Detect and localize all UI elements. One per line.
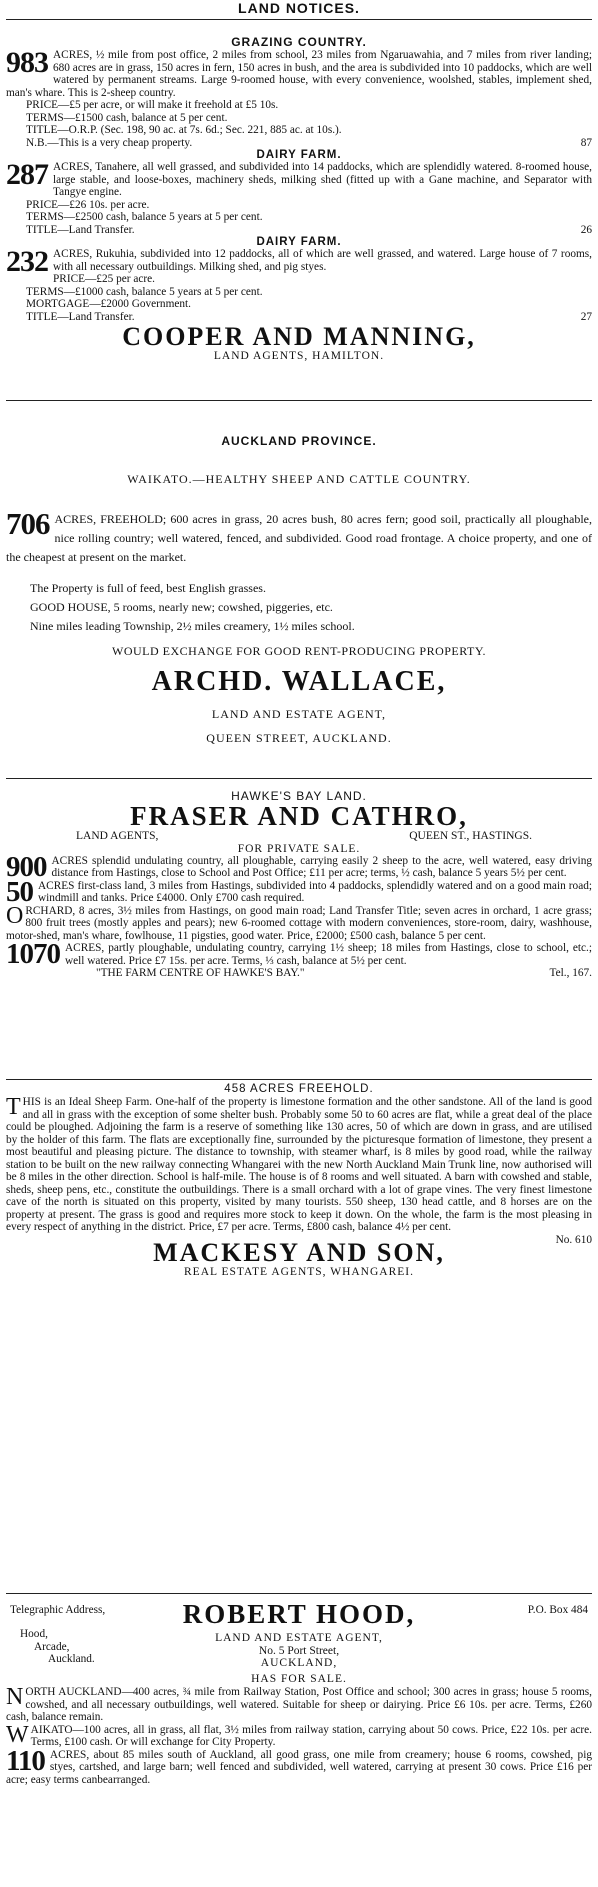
- firm-street: No. 5 Port Street,: [258, 1644, 340, 1657]
- firm-name: ROBERT HOOD,: [182, 1599, 416, 1629]
- subsection-title: DAIRY FARM.: [256, 149, 342, 161]
- listing-text: ACRES, Tanahere, all well grassed, and subdivided into 14 paddocks, which are splendidly watered. 8-roomed house, large stable, and loose-boxes, machinery sheds, milking shed (fitted up with a Gane machine, and Separator with Tangye engine.: [53, 161, 592, 198]
- ref-number: 26: [580, 223, 592, 236]
- acreage-number: 983: [6, 46, 48, 79]
- terms-line: TERMS—£1500 cash, balance at 5 per cent.: [26, 111, 228, 124]
- listing-text: RCHARD, 8 acres, 3½ miles from Hastings, on good main road; Land Transfer Title; seven acres in orchard, 1 acre grass; 800 fruit trees (mostly apples and pears); new 6-roomed cottage with modern conveniences, store-room, dairy, washhouse, motor-shed, man's whare, fowlhouse, 11 pigsties, good water. Price, £2000; £500 cash, balance 5 per cent.: [6, 904, 592, 942]
- acreage-number: 50: [6, 875, 33, 908]
- address-line: Arcade,: [34, 1640, 70, 1653]
- page-heading: LAND NOTICES.: [238, 0, 360, 16]
- divider: [6, 778, 592, 779]
- feature-line: GOOD HOUSE, 5 rooms, nearly new; cowshed, piggeries, etc.: [30, 600, 333, 614]
- subsection-title: DAIRY FARM.: [256, 236, 342, 248]
- mackesy-advert: [6, 1083, 592, 1278]
- ref-number: 87: [580, 136, 592, 149]
- acreage-number: 287: [6, 158, 48, 191]
- listing-text: HIS is an Ideal Sheep Farm. One-half of the property is limestone formation and the other sandstone. All of the land is good and all in grass with the exception of some shelter bush. Probably some 50 to 60 acres are flat, while a great deal of the place could be ploughed. Adjoining the farm is a reserve of something like 130 acres, 50 of which are down in grass, and are utilised by the holder of this farm. The flats are exceptionally fine, surrounded by the picturesque formation of limestone, they present a most beautiful and pleasing picture. The distance to township, with steamer wharf, is 8 miles by good road, while the railway station to be built on the new railway connecting Whangarei with the new North Auckland Main Trunk line, now authorised will be 8 miles in the other direction. School is half-mile. The house is of 8 rooms and well situated. A barn with cowshed and stable, sheds, sheep pens, etc., constitute the outbuildings. There is a small orchard with a lot of grape vines. The very finest limestone cave of the north is situated on this property, visited by many tourists. 550 sheep, 130 head cattle, and 8 horses are on the property at present. The grass is good and requires more stock to keep it down. On the whole, the farm is the most pleasing in every respect of anything in the district. Price, £7 per acre. Terms, £800 cash, balance 4½ per cent.: [6, 1096, 592, 1233]
- drop-cap: O: [6, 902, 24, 929]
- firm-subtitle: REAL ESTATE AGENTS, WHANGAREI.: [184, 1265, 414, 1278]
- section-subtitle: WAIKATO.—HEALTHY SHEEP AND CATTLE COUNTRY.: [127, 472, 471, 486]
- listing-287: [6, 158, 592, 236]
- robert-hood-advert: [6, 1599, 592, 1786]
- section-title: GRAZING COUNTRY.: [231, 35, 367, 49]
- price-line: PRICE—£5 per acre, or will make it freehold at £5 10s.: [26, 99, 279, 111]
- price-line: PRICE—£25 per acre.: [53, 273, 155, 285]
- firm-subtitle: LAND AGENTS,: [76, 830, 159, 842]
- title-line: TITLE—Land Transfer.: [26, 223, 135, 236]
- wallace-advert: [6, 434, 592, 745]
- acreage-number: 110: [6, 1744, 45, 1777]
- listing-110: [6, 1744, 592, 1787]
- listing-706: [6, 506, 592, 567]
- motto: "THE FARM CENTRE OF HAWKE'S BAY.": [96, 967, 305, 979]
- listing-text: AIKATO—100 acres, all in grass, all flat, 3½ miles from railway station, carrying about 50 cows. Price, £22 10s. per acre. Terms, £100 cash. Or will exchange for City Property.: [30, 1723, 592, 1748]
- feature-line: Nine miles leading Township, 2½ miles creamery, 1½ miles school.: [30, 619, 355, 633]
- listing-text: ACRES, FREEHOLD; 600 acres in grass, 20 acres bush, 80 acres fern; good soil, practically all ploughable, nice rolling country; well watered, fenced, and subdivided. Good road frontage. A choice property, and one of the cheapest at present on the market.: [6, 512, 592, 564]
- listing-458: [6, 1096, 592, 1246]
- telephone: Tel., 167.: [549, 967, 592, 979]
- section-title: HAWKE'S BAY LAND.: [231, 789, 367, 803]
- listing-232: [6, 245, 592, 323]
- ref-number: No. 610: [555, 1233, 592, 1246]
- firm-city: AUCKLAND,: [260, 1657, 338, 1669]
- listing-50: [6, 875, 592, 908]
- divider: [6, 1079, 592, 1080]
- title-line: TITLE—Land Transfer.: [26, 310, 135, 323]
- listing-text: ORTH AUCKLAND—400 acres, ¾ mile from Railway Station, Post Office and school; 300 acres in grass; house 5 rooms, cowshed, and all necessary outbuildings, well watered. Suitable for sheep or dairying. Price £6 10s. per acre. Terms, £260 cash, balance remain.: [6, 1686, 592, 1723]
- ref-number: 27: [580, 310, 592, 323]
- listing-1070: [6, 938, 592, 970]
- divider: [6, 19, 592, 20]
- firm-subtitle: LAND AGENTS, HAMILTON.: [213, 350, 385, 362]
- listing-orchard: [6, 902, 592, 943]
- mortgage-line: MORTGAGE—£2000 Government.: [26, 298, 191, 310]
- acreage-number: 232: [6, 245, 48, 278]
- section-title: 458 ACRES FREEHOLD.: [224, 1083, 374, 1095]
- listing-text: ACRES, about 85 miles south of Auckland, all good grass, one mile from creamery; house 6 rooms, cowshed, pig styes, cartshed, and large barn; well fenced and subdivided, well watered, carrying at present 30 cows. Price £16 per acre; easy terms canbearranged.: [6, 1748, 592, 1786]
- listing-text: ACRES, partly ploughable, undulating country, carrying 1½ sheep; 18 miles from Hastings, close to school, etc.; well watered. Price £7 15s. per acre. Terms, ⅓ cash, balance at 5½ per cent.: [65, 942, 592, 967]
- note-line: N.B.—This is a very cheap property.: [26, 136, 193, 149]
- price-line: PRICE—£26 10s. per acre.: [26, 198, 150, 211]
- address-line: Auckland.: [48, 1653, 95, 1665]
- fraser-cathro-advert: [6, 790, 592, 980]
- listing-north-auckland: [6, 1686, 592, 1724]
- telegraphic-label: Telegraphic Address,: [10, 1604, 106, 1616]
- firm-name: COOPER AND MANNING,: [122, 322, 476, 351]
- section-title: AUCKLAND PROVINCE.: [221, 434, 377, 448]
- cooper-manning-advert: [6, 36, 592, 362]
- listing-983: [6, 46, 592, 149]
- acreage-number: 706: [6, 506, 50, 541]
- acreage-number: 900: [6, 850, 47, 883]
- po-box: P.O. Box 484: [527, 1604, 588, 1616]
- acreage-number: 1070: [6, 938, 60, 970]
- terms-line: TERMS—£2500 cash, balance 5 years at 5 per cent.: [26, 211, 263, 223]
- listing-text: ACRES splendid undulating country, all ploughable, carrying easily 2 sheep to the acre, well watered, easy driving distance from Hastings, close to School and Post Office; £11 per acre; terms, ½ cash, balance 5 years 5½ per cent.: [51, 854, 592, 879]
- listing-text: ACRES, Rukuhia, subdivided into 12 paddocks, all of which are well grassed, and watered. Large house of 7 rooms, with all necessary outbuildings. Milking shed, and pig styes.: [53, 248, 592, 273]
- firm-address: QUEEN STREET, AUCKLAND.: [206, 731, 392, 745]
- exchange-note: WOULD EXCHANGE FOR GOOD RENT-PRODUCING PROPERTY.: [112, 644, 486, 658]
- listing-text: ACRES first-class land, 3 miles from Hastings, subdivided into 4 paddocks, splendidly watered and on a good main road; windmill and tanks. Price £4000. Only £700 cash required.: [38, 879, 592, 904]
- title-line: TITLE—O.R.P. (Sec. 198, 90 ac. at 7s. 6d.; Sec. 221, 885 ac. at 10s.).: [26, 124, 342, 136]
- feature-line: The Property is full of feed, best English grasses.: [30, 581, 266, 595]
- terms-line: TERMS—£1000 cash, balance 5 years at 5 per cent.: [26, 285, 263, 298]
- firm-subtitle: LAND AND ESTATE AGENT,: [215, 1632, 383, 1644]
- firm-name: FRASER AND CATHRO,: [130, 801, 468, 831]
- divider: [6, 400, 592, 401]
- firm-name: ARCHD. WALLACE,: [151, 666, 447, 697]
- divider: [6, 1593, 592, 1594]
- private-sale-heading: FOR PRIVATE SALE.: [237, 842, 361, 855]
- listing-text: ACRES, ½ mile from post office, 2 miles from school, 23 miles from Ngaruawahia, and 7 miles from river landing; 680 acres are in grass, 150 acres in fern, 150 acres in bush, and the area is subdivided into 10 paddocks, which are well watered by permanent streams. Large 9-roomed house, with every convenience, woolshed, stables, implement shed, man's whare. This is 2-sheep country.: [6, 49, 592, 99]
- listing-waikato: [6, 1721, 592, 1749]
- address-line: Hood,: [20, 1628, 48, 1640]
- firm-address: QUEEN ST., HASTINGS.: [409, 830, 532, 842]
- feature-list: [6, 579, 592, 636]
- listing-900: [6, 850, 592, 883]
- firm-name: MACKESY AND SON,: [153, 1237, 445, 1267]
- drop-cap: N: [6, 1684, 24, 1710]
- drop-cap: T: [6, 1094, 21, 1120]
- has-for-sale-heading: HAS FOR SALE.: [251, 1673, 347, 1685]
- firm-subtitle: LAND AND ESTATE AGENT,: [211, 707, 387, 721]
- drop-cap: W: [6, 1721, 29, 1748]
